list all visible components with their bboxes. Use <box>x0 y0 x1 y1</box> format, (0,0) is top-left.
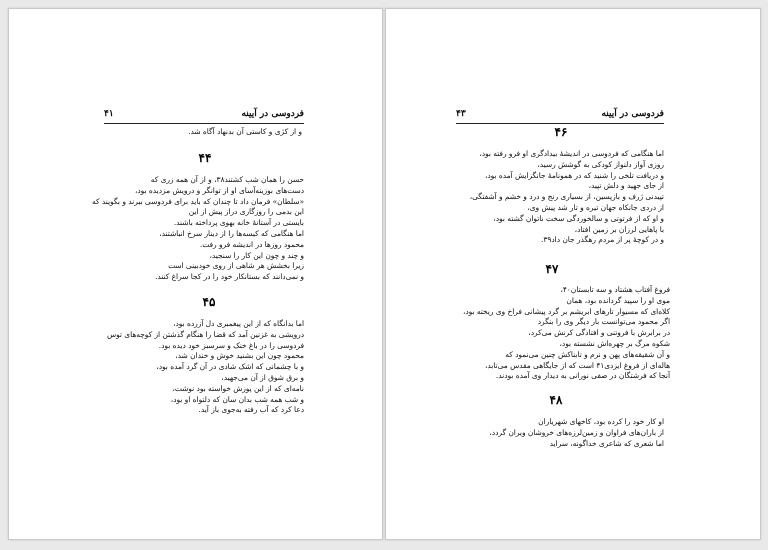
text-line: اما شعری که شاعری خداگونه، سراید <box>549 438 664 448</box>
text-line: با پاهایی لرزان بر زمین افتاد، <box>574 224 664 234</box>
text-line: اگر محمود می‌توانست بار دیگر وی را بنگرد <box>537 317 670 327</box>
text-line: فروغ آفتاب هشتاد و سه تابستان۴۰، <box>560 285 670 294</box>
text-line: کلاه‌ای که مسیوار تارهای ابریشم بر گرد پیشانی فراخ وی ریخته بود، <box>462 306 670 316</box>
section-48-text <box>489 417 664 449</box>
text-line: دست‌های بوزینه‌آسای او از توانگر و درویش مزدیده بود، <box>135 185 304 195</box>
left-intro <box>188 127 302 138</box>
text-line: او کار خود را کرده بود، کاخهای شهریاران <box>538 417 664 426</box>
text-line: و آن شقیقه‌های پهن و نرم و تابناکش چنین می‌نمود که <box>505 349 670 359</box>
text-line: و برق شوق از آن می‌جهید، <box>221 372 304 382</box>
text-line: و در کوچهٔ پر از مردم رهگذر جان داد۳۹. <box>541 235 664 245</box>
section-47-text <box>463 285 670 382</box>
text-line: و دریافت تلخی را شنید که در همونامهٔ جانگزایش آمده بود، <box>484 170 664 180</box>
text-line: هاله‌ای از فروغ ایزدی۴۱ است که از جایگاهی مقدس می‌تابد، <box>484 360 670 370</box>
section-46-text <box>470 149 664 246</box>
text-line: و چند و چون این کار را سنجید، <box>209 250 304 260</box>
right-header-title: فردوسی در آیینه <box>601 109 664 119</box>
text-line: از جای جهید و دلش تپید، <box>588 181 664 191</box>
text-line: اما بدانگاه که از این پیغمبری دل آزرده بود، <box>173 319 304 328</box>
left-page <box>8 8 383 540</box>
text-line: اما هنگامی که فردوسی در اندیشهٔ بیدادگری او فرو رفته بود، <box>479 149 664 158</box>
text-line: از دردی جانکاه جهان تیره و تار شد پیش وی، <box>527 202 664 212</box>
text-line: حسن را همان شب کشتند۳۸، و از آن همه زری که <box>150 175 304 184</box>
text-line: از باران‌های فراوان و زمین‌لرزه‌های خروشان ویران گردد، <box>489 427 664 437</box>
text-line: موی او را سپید گردانده بود، همان <box>566 295 670 305</box>
text-line: آنجا که فرشتگان در صفی نورانی به دیدار وی آمده بودند. <box>495 371 670 381</box>
right-running-head <box>456 109 664 124</box>
text-line: روزی آواز دلنواز کودکی به گوشش رسید، <box>537 159 664 169</box>
text-line: تپیدنی ژرف و بازپسین، از بسیاری رنج و درد و خشم و آشفتگی، <box>469 192 664 202</box>
section-45-text <box>107 319 304 416</box>
text-line: بایستی در آستانهٔ خانه بهوی پرداخته باشند. <box>173 218 304 228</box>
section-number-48: ۴۸ <box>549 393 563 407</box>
text-line: محمود چون این بشنید خوش و خندان شد، <box>175 351 304 361</box>
text-line: شکوه مرگ بر چهره‌اش نشسته بود، <box>559 338 670 348</box>
text-line: و نمی‌دانند که بستانکار خود را در کجا سراغ کنند. <box>155 272 304 282</box>
left-header-title: فردوسی در آیینه <box>241 109 304 119</box>
text-line: و او که از فرتوتی و سالخوردگی سخت ناتوان گشته بود، <box>493 213 664 223</box>
text-line: فردوسی را در باغ خنک و سرسبز خود دیده بود. <box>158 340 304 350</box>
text-line: و با چشمانی که اشک شادی در آن گرد آمده بود، <box>156 362 304 372</box>
section-number-44: ۴۴ <box>198 151 212 165</box>
text-line: و شب همه شب بدان سان که دلتواه او بود، <box>170 394 304 404</box>
text-line: محمود روزها در اندیشه فرو رفت. <box>199 239 304 249</box>
text-line: در برابرش با فروتنی و افتادگی کرنش می‌کرد، <box>528 328 670 338</box>
left-running-head <box>104 109 304 124</box>
section-number-47: ۴۷ <box>545 262 559 276</box>
text-line: نامه‌ای که از این پوزش خواسته بود نوشت، <box>172 383 304 393</box>
intro-line: و از کژی و کاستی آن بدنهاد آگاه شد. <box>188 127 302 136</box>
text-line: دعا کرد که آب رفته به‌جوی باز آید. <box>198 405 304 415</box>
section-number-46: ۴۶ <box>554 125 568 139</box>
right-page <box>385 8 761 540</box>
left-page-number: ۴۱ <box>104 109 114 119</box>
text-line: اما هنگامی که کیسه‌ها را از دینار سرخ انباشتند، <box>159 228 304 238</box>
section-44-text <box>92 175 304 283</box>
text-line: درویشی به غزنین آمد که قضا را هنگام گذشتن از کوچه‌های توس <box>107 329 304 339</box>
text-line: زیرا بخشش هر شاهی از روی خودبینی است <box>168 261 304 271</box>
text-line: «سلطان» فرمان داد تا چندان که باید برای فردوسی ببرند و بگویند که <box>92 196 304 206</box>
text-line: این بدمی را روزگاری دراز پیش از این <box>188 207 304 217</box>
right-page-number: ۴۳ <box>456 109 466 119</box>
section-number-45: ۴۵ <box>202 295 216 309</box>
